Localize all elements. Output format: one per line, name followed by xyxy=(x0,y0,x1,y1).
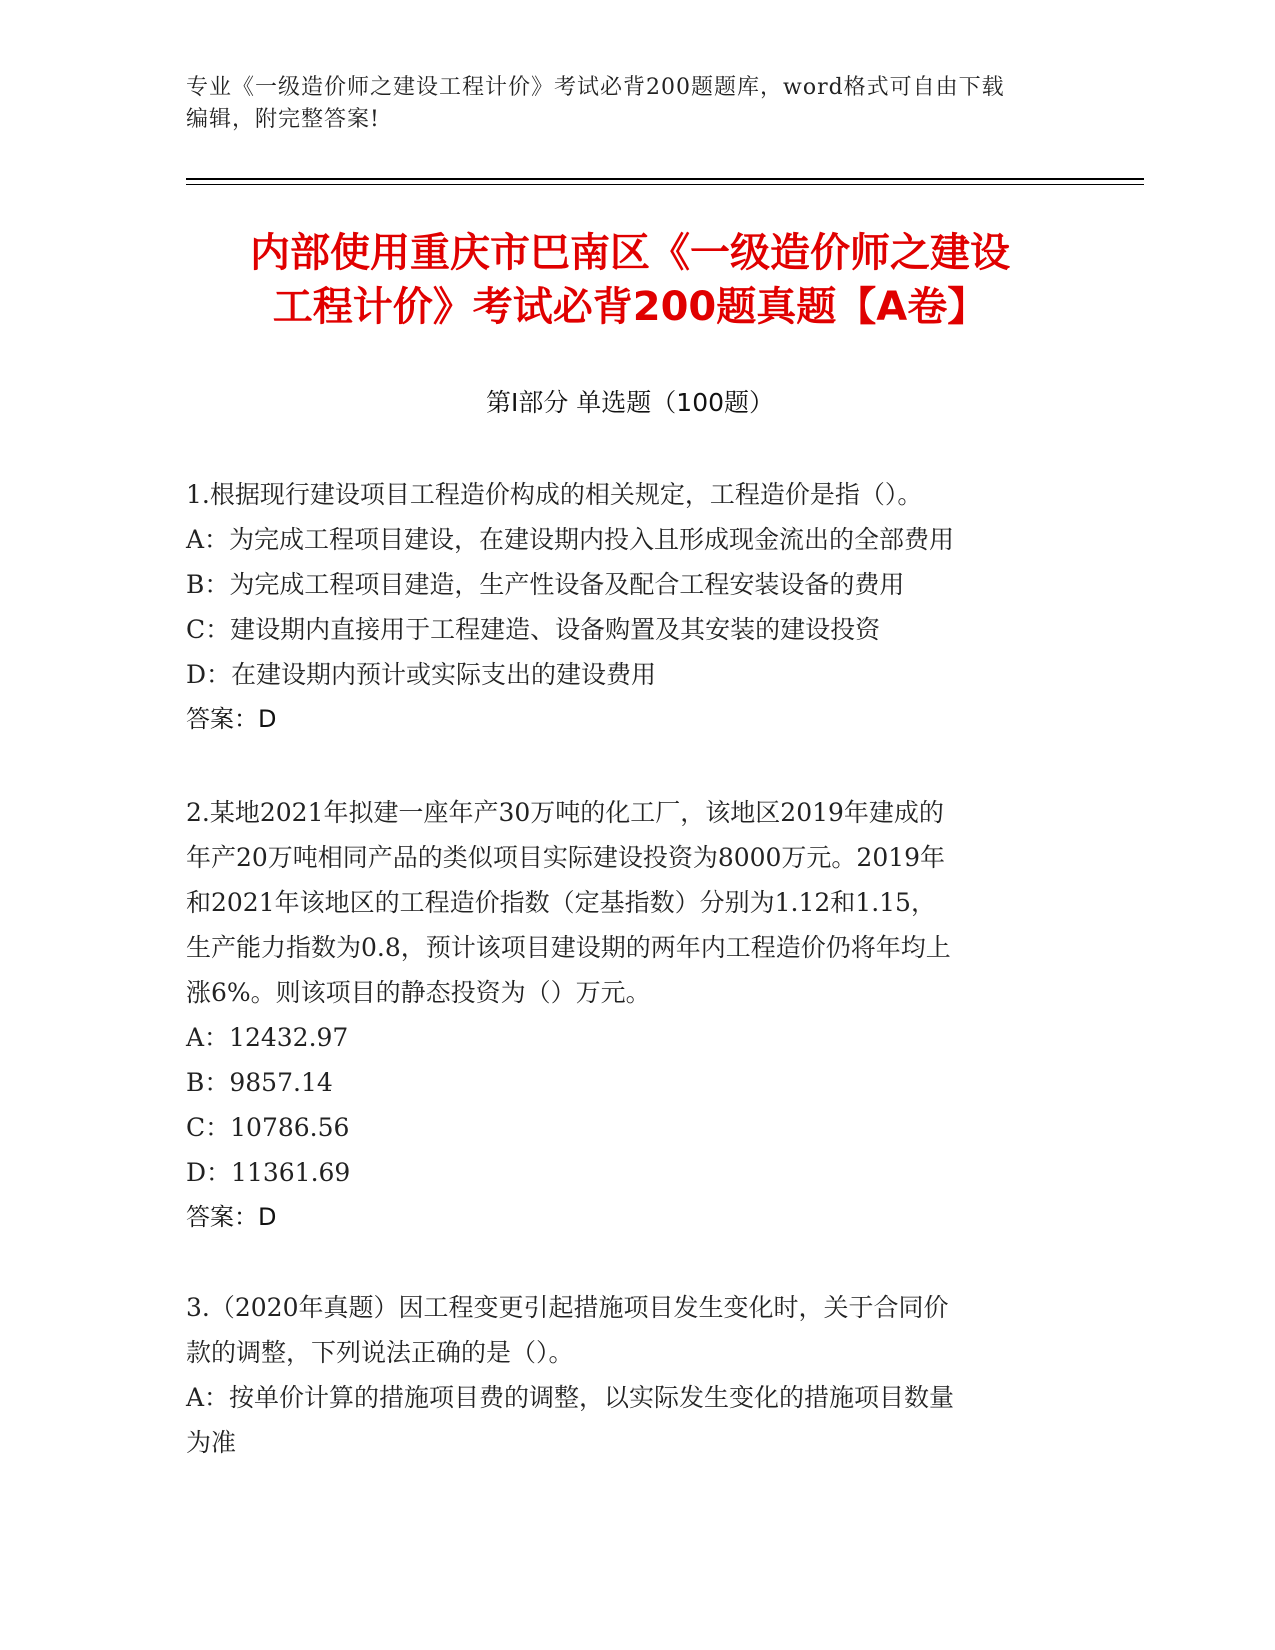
question-stem: 涨6%。则该项目的静态投资为（）万元。 xyxy=(186,978,651,1007)
document-title-line-1: 内部使用重庆市巴南区《一级造价师之建设 xyxy=(250,230,1010,276)
option-b: B：为完成工程项目建造，生产性设备及配合工程安装设备的费用 xyxy=(186,570,905,599)
question-stem: 3.（2020年真题）因工程变更引起措施项目发生变化时，关于合同价 xyxy=(186,1293,949,1322)
section-heading: 第I部分 单选题（100题） xyxy=(485,388,775,417)
option-a: A：按单价计算的措施项目费的调整，以实际发生变化的措施项目数量 xyxy=(186,1383,955,1412)
document-title xyxy=(186,226,1074,334)
option-d: D：11361.69 xyxy=(186,1158,351,1187)
question-1 xyxy=(186,472,1066,742)
option-b: B：9857.14 xyxy=(186,1068,333,1097)
header-divider-thin xyxy=(186,184,1144,185)
answer: 答案：D xyxy=(186,1203,277,1231)
option-a-continued: 为准 xyxy=(186,1428,237,1457)
option-d: D：在建设期内预计或实际支出的建设费用 xyxy=(186,660,657,689)
header-note-line-2: 编辑，附完整答案! xyxy=(186,107,380,132)
option-c: C：10786.56 xyxy=(186,1113,350,1142)
question-stem: 和2021年该地区的工程造价指数（定基指数）分别为1.12和1.15， xyxy=(186,888,936,917)
option-a: A：为完成工程项目建设，在建设期内投入且形成现金流出的全部费用 xyxy=(186,525,955,554)
option-a: A：12432.97 xyxy=(186,1023,349,1052)
question-stem: 生产能力指数为0.8，预计该项目建设期的两年内工程造价仍将年均上 xyxy=(186,933,951,962)
header-note-line-1: 专业《一级造价师之建设工程计价》考试必背200题题库，word格式可自由下载 xyxy=(186,75,1005,100)
question-stem: 年产20万吨相同产品的类似项目实际建设投资为8000万元。2019年 xyxy=(186,843,946,872)
question-3 xyxy=(186,1285,1066,1465)
document-title-line-2: 工程计价》考试必背200题真题【A卷】 xyxy=(272,284,988,330)
question-2 xyxy=(186,790,1066,1240)
question-stem: 款的调整，下列说法正确的是（）。 xyxy=(186,1338,574,1367)
question-stem: 1.根据现行建设项目工程造价构成的相关规定，工程造价是指（）。 xyxy=(186,480,923,509)
question-stem: 2.某地2021年拟建一座年产30万吨的化工厂，该地区2019年建成的 xyxy=(186,798,944,827)
option-c: C：建设期内直接用于工程建造、设备购置及其安装的建设投资 xyxy=(186,615,881,644)
header-note xyxy=(186,72,1066,136)
answer: 答案：D xyxy=(186,705,277,733)
header-divider-thick xyxy=(186,178,1144,180)
